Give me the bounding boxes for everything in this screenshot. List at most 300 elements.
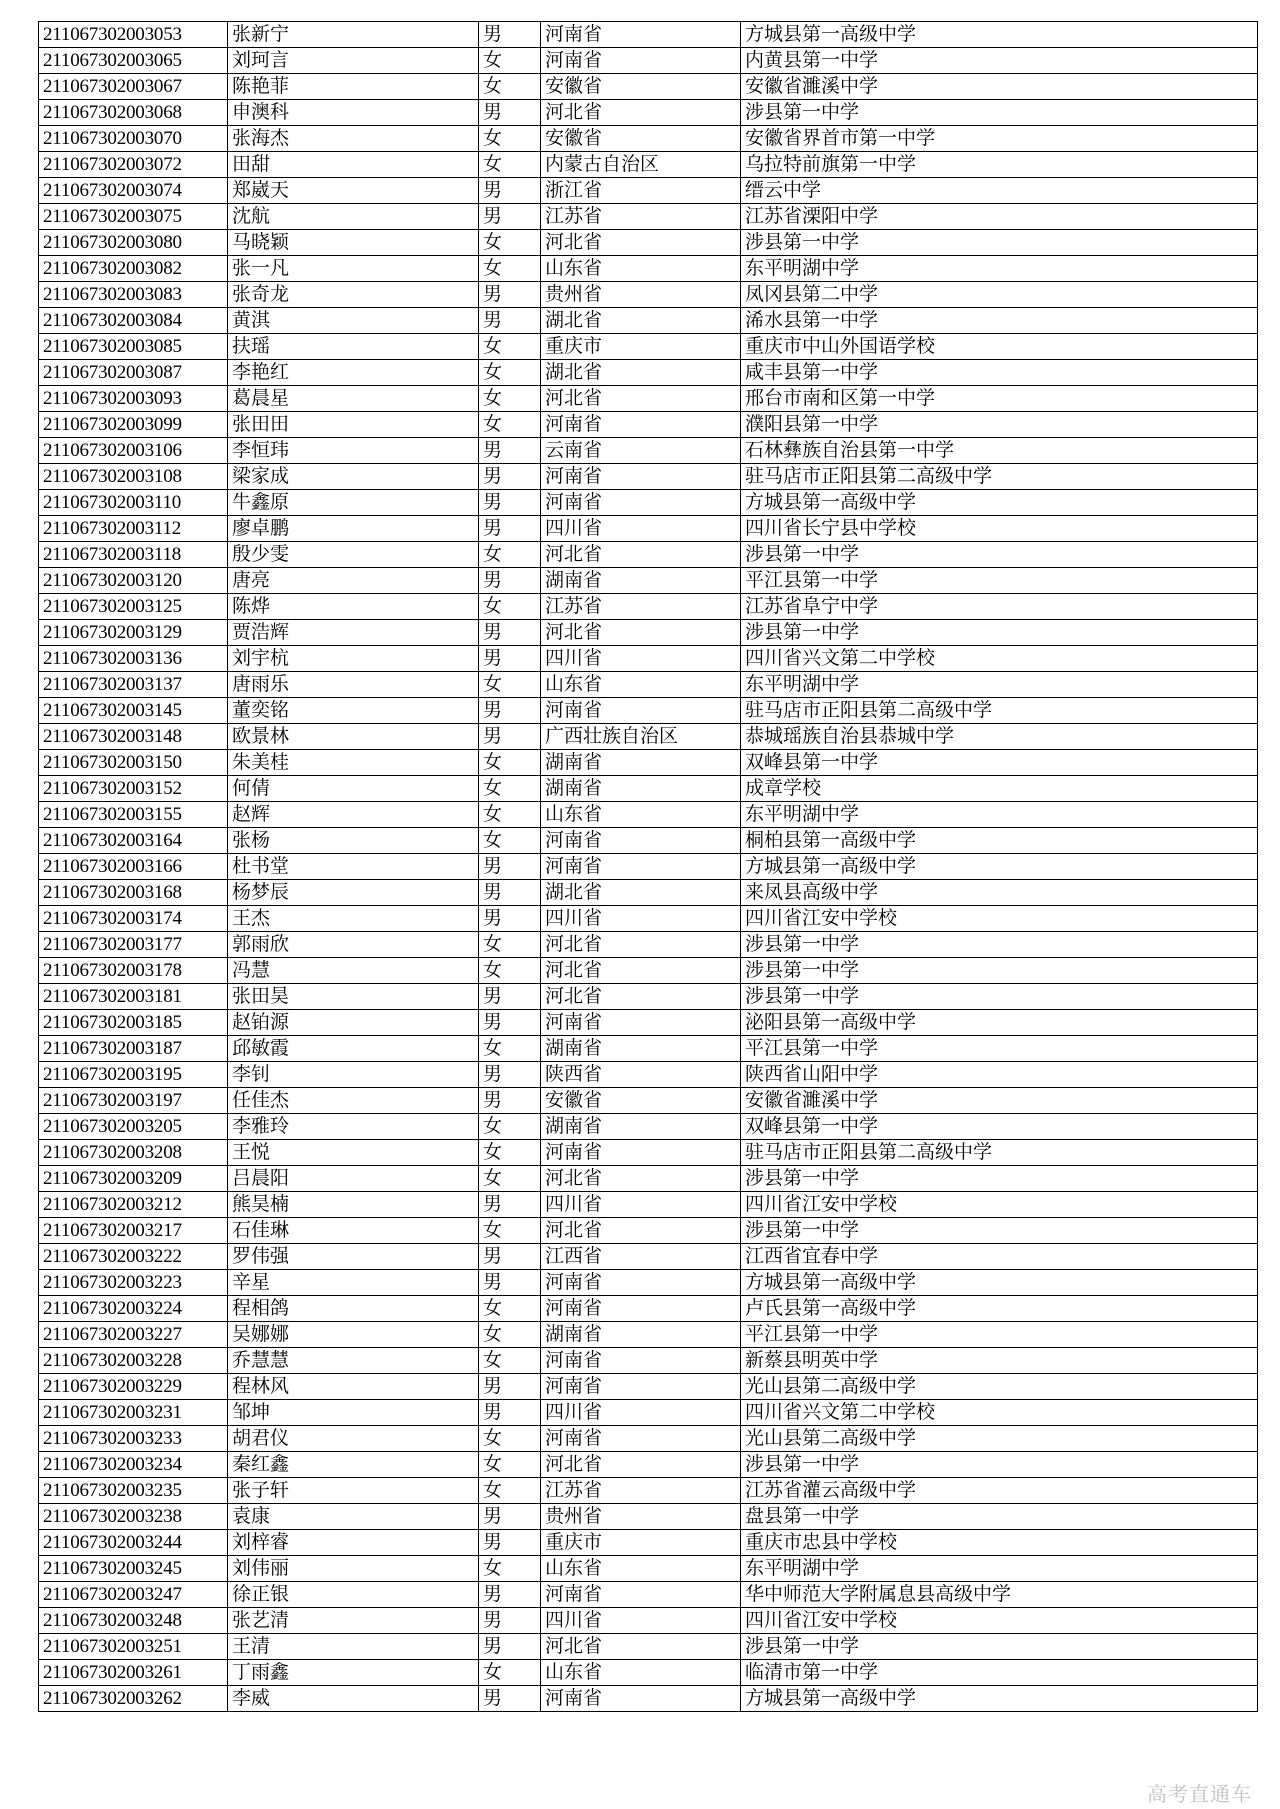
cell-school: 凤冈县第二中学 <box>741 282 1258 308</box>
cell-name: 李威 <box>228 1686 479 1712</box>
table-row <box>39 594 1258 620</box>
cell-school: 石林彝族自治县第一中学 <box>741 438 1258 464</box>
cell-id: 211067302003083 <box>39 282 228 308</box>
cell-gender: 男 <box>479 620 541 646</box>
cell-id: 211067302003072 <box>39 152 228 178</box>
table-row <box>39 516 1258 542</box>
cell-province: 河南省 <box>541 1010 741 1036</box>
cell-province: 河南省 <box>541 1374 741 1400</box>
cell-school: 乌拉特前旗第一中学 <box>741 152 1258 178</box>
cell-school: 浠水县第一中学 <box>741 308 1258 334</box>
cell-id: 211067302003120 <box>39 568 228 594</box>
cell-gender: 女 <box>479 1452 541 1478</box>
cell-id: 211067302003074 <box>39 178 228 204</box>
cell-id: 211067302003112 <box>39 516 228 542</box>
cell-gender: 男 <box>479 1634 541 1660</box>
cell-id: 211067302003245 <box>39 1556 228 1582</box>
cell-gender: 女 <box>479 932 541 958</box>
cell-province: 河南省 <box>541 1296 741 1322</box>
cell-name: 扶瑶 <box>228 334 479 360</box>
cell-province: 河南省 <box>541 828 741 854</box>
cell-school: 光山县第二高级中学 <box>741 1426 1258 1452</box>
cell-province: 河南省 <box>541 412 741 438</box>
cell-province: 河南省 <box>541 490 741 516</box>
cell-school: 东平明湖中学 <box>741 1556 1258 1582</box>
table-row <box>39 984 1258 1010</box>
cell-id: 211067302003166 <box>39 854 228 880</box>
cell-province: 河南省 <box>541 1270 741 1296</box>
cell-id: 211067302003248 <box>39 1608 228 1634</box>
table-row <box>39 22 1258 48</box>
cell-province: 河南省 <box>541 854 741 880</box>
cell-name: 王清 <box>228 1634 479 1660</box>
table-row <box>39 906 1258 932</box>
cell-province: 河南省 <box>541 1140 741 1166</box>
cell-name: 刘珂言 <box>228 48 479 74</box>
cell-name: 邱敏霞 <box>228 1036 479 1062</box>
cell-gender: 男 <box>479 1192 541 1218</box>
table-row <box>39 1296 1258 1322</box>
cell-gender: 女 <box>479 334 541 360</box>
cell-name: 邹坤 <box>228 1400 479 1426</box>
cell-id: 211067302003168 <box>39 880 228 906</box>
cell-gender: 男 <box>479 568 541 594</box>
cell-gender: 男 <box>479 490 541 516</box>
cell-id: 211067302003251 <box>39 1634 228 1660</box>
table-row <box>39 568 1258 594</box>
cell-province: 河北省 <box>541 932 741 958</box>
cell-gender: 女 <box>479 1322 541 1348</box>
cell-name: 赵铂源 <box>228 1010 479 1036</box>
cell-province: 山东省 <box>541 1660 741 1686</box>
cell-gender: 女 <box>479 412 541 438</box>
cell-school: 濮阳县第一中学 <box>741 412 1258 438</box>
cell-gender: 女 <box>479 594 541 620</box>
cell-gender: 男 <box>479 516 541 542</box>
cell-id: 211067302003229 <box>39 1374 228 1400</box>
cell-school: 方城县第一高级中学 <box>741 1270 1258 1296</box>
cell-id: 211067302003212 <box>39 1192 228 1218</box>
cell-id: 211067302003065 <box>39 48 228 74</box>
cell-name: 田甜 <box>228 152 479 178</box>
cell-province: 河北省 <box>541 230 741 256</box>
cell-school: 四川省江安中学校 <box>741 1192 1258 1218</box>
table-row <box>39 1426 1258 1452</box>
table-row <box>39 48 1258 74</box>
cell-name: 张田田 <box>228 412 479 438</box>
cell-school: 四川省长宁县中学校 <box>741 516 1258 542</box>
cell-id: 211067302003137 <box>39 672 228 698</box>
cell-school: 方城县第一高级中学 <box>741 22 1258 48</box>
cell-name: 刘伟丽 <box>228 1556 479 1582</box>
cell-province: 湖南省 <box>541 776 741 802</box>
cell-name: 贾浩辉 <box>228 620 479 646</box>
cell-name: 郑崴天 <box>228 178 479 204</box>
cell-name: 张海杰 <box>228 126 479 152</box>
table-row <box>39 1036 1258 1062</box>
cell-gender: 女 <box>479 1426 541 1452</box>
cell-id: 211067302003223 <box>39 1270 228 1296</box>
cell-province: 河北省 <box>541 958 741 984</box>
cell-name: 程相鸽 <box>228 1296 479 1322</box>
cell-province: 河南省 <box>541 48 741 74</box>
cell-gender: 女 <box>479 74 541 100</box>
cell-id: 211067302003053 <box>39 22 228 48</box>
cell-name: 欧景林 <box>228 724 479 750</box>
cell-gender: 女 <box>479 1140 541 1166</box>
cell-gender: 女 <box>479 152 541 178</box>
cell-id: 211067302003118 <box>39 542 228 568</box>
watermark: 高考直通车 <box>1147 1782 1252 1806</box>
cell-name: 吕晨阳 <box>228 1166 479 1192</box>
cell-gender: 男 <box>479 646 541 672</box>
table-row <box>39 100 1258 126</box>
cell-school: 江苏省阜宁中学 <box>741 594 1258 620</box>
cell-province: 湖北省 <box>541 880 741 906</box>
table-row <box>39 542 1258 568</box>
roster-body <box>39 22 1258 1712</box>
cell-gender: 男 <box>479 1686 541 1712</box>
cell-province: 四川省 <box>541 1608 741 1634</box>
table-row <box>39 880 1258 906</box>
cell-gender: 男 <box>479 880 541 906</box>
cell-gender: 女 <box>479 230 541 256</box>
cell-gender: 男 <box>479 1010 541 1036</box>
cell-province: 河北省 <box>541 100 741 126</box>
cell-name: 张奇龙 <box>228 282 479 308</box>
cell-gender: 男 <box>479 464 541 490</box>
cell-id: 211067302003208 <box>39 1140 228 1166</box>
table-row <box>39 256 1258 282</box>
cell-id: 211067302003217 <box>39 1218 228 1244</box>
cell-name: 马晓颖 <box>228 230 479 256</box>
cell-school: 东平明湖中学 <box>741 672 1258 698</box>
cell-school: 盘县第一中学 <box>741 1504 1258 1530</box>
cell-name: 牛鑫原 <box>228 490 479 516</box>
cell-name: 陈烨 <box>228 594 479 620</box>
cell-id: 211067302003222 <box>39 1244 228 1270</box>
cell-school: 四川省兴文第二中学校 <box>741 646 1258 672</box>
cell-id: 211067302003080 <box>39 230 228 256</box>
cell-school: 涉县第一中学 <box>741 958 1258 984</box>
cell-gender: 女 <box>479 828 541 854</box>
cell-gender: 男 <box>479 1374 541 1400</box>
cell-school: 邢台市南和区第一中学 <box>741 386 1258 412</box>
cell-id: 211067302003110 <box>39 490 228 516</box>
cell-province: 河北省 <box>541 1166 741 1192</box>
cell-gender: 女 <box>479 1166 541 1192</box>
table-row <box>39 802 1258 828</box>
cell-school: 安徽省界首市第一中学 <box>741 126 1258 152</box>
cell-name: 唐亮 <box>228 568 479 594</box>
cell-gender: 女 <box>479 360 541 386</box>
cell-province: 河南省 <box>541 1582 741 1608</box>
cell-school: 双峰县第一中学 <box>741 1114 1258 1140</box>
cell-name: 辛星 <box>228 1270 479 1296</box>
table-row <box>39 1686 1258 1712</box>
cell-name: 熊昊楠 <box>228 1192 479 1218</box>
cell-province: 陕西省 <box>541 1062 741 1088</box>
cell-province: 湖南省 <box>541 568 741 594</box>
cell-province: 江苏省 <box>541 204 741 230</box>
cell-province: 安徽省 <box>541 1088 741 1114</box>
cell-province: 江苏省 <box>541 1478 741 1504</box>
cell-name: 程林风 <box>228 1374 479 1400</box>
cell-name: 徐正银 <box>228 1582 479 1608</box>
cell-id: 211067302003205 <box>39 1114 228 1140</box>
cell-id: 211067302003152 <box>39 776 228 802</box>
cell-school: 卢氏县第一高级中学 <box>741 1296 1258 1322</box>
cell-name: 朱美桂 <box>228 750 479 776</box>
cell-id: 211067302003178 <box>39 958 228 984</box>
table-row <box>39 230 1258 256</box>
cell-province: 重庆市 <box>541 1530 741 1556</box>
cell-province: 河北省 <box>541 542 741 568</box>
cell-province: 湖北省 <box>541 308 741 334</box>
cell-id: 211067302003234 <box>39 1452 228 1478</box>
cell-school: 方城县第一高级中学 <box>741 490 1258 516</box>
cell-name: 唐雨乐 <box>228 672 479 698</box>
table-row <box>39 1192 1258 1218</box>
table-row <box>39 386 1258 412</box>
cell-school: 涉县第一中学 <box>741 1452 1258 1478</box>
cell-id: 211067302003261 <box>39 1660 228 1686</box>
cell-name: 陈艳菲 <box>228 74 479 100</box>
cell-id: 211067302003108 <box>39 464 228 490</box>
table-row <box>39 1114 1258 1140</box>
cell-school: 东平明湖中学 <box>741 802 1258 828</box>
cell-name: 王悦 <box>228 1140 479 1166</box>
cell-name: 郭雨欣 <box>228 932 479 958</box>
cell-province: 山东省 <box>541 256 741 282</box>
cell-gender: 男 <box>479 724 541 750</box>
table-row <box>39 1374 1258 1400</box>
cell-province: 四川省 <box>541 1192 741 1218</box>
cell-id: 211067302003068 <box>39 100 228 126</box>
table-row <box>39 1166 1258 1192</box>
cell-id: 211067302003195 <box>39 1062 228 1088</box>
cell-province: 河北省 <box>541 1634 741 1660</box>
table-row <box>39 282 1258 308</box>
cell-school: 东平明湖中学 <box>741 256 1258 282</box>
cell-name: 乔慧慧 <box>228 1348 479 1374</box>
cell-school: 桐柏县第一高级中学 <box>741 828 1258 854</box>
cell-school: 陕西省山阳中学 <box>741 1062 1258 1088</box>
cell-gender: 女 <box>479 1114 541 1140</box>
cell-gender: 女 <box>479 542 541 568</box>
cell-province: 河南省 <box>541 1426 741 1452</box>
cell-name: 张艺清 <box>228 1608 479 1634</box>
cell-school: 咸丰县第一中学 <box>741 360 1258 386</box>
cell-id: 211067302003181 <box>39 984 228 1010</box>
cell-province: 四川省 <box>541 1400 741 1426</box>
cell-school: 新蔡县明英中学 <box>741 1348 1258 1374</box>
cell-id: 211067302003125 <box>39 594 228 620</box>
cell-province: 河南省 <box>541 464 741 490</box>
cell-gender: 女 <box>479 1218 541 1244</box>
cell-gender: 女 <box>479 256 541 282</box>
cell-gender: 男 <box>479 1530 541 1556</box>
cell-province: 河南省 <box>541 1348 741 1374</box>
cell-school: 双峰县第一中学 <box>741 750 1258 776</box>
cell-province: 湖南省 <box>541 1036 741 1062</box>
cell-gender: 男 <box>479 204 541 230</box>
cell-id: 211067302003087 <box>39 360 228 386</box>
cell-school: 江西省宜春中学 <box>741 1244 1258 1270</box>
cell-id: 211067302003070 <box>39 126 228 152</box>
cell-school: 平江县第一中学 <box>741 1036 1258 1062</box>
table-row <box>39 724 1258 750</box>
cell-gender: 男 <box>479 854 541 880</box>
cell-name: 殷少雯 <box>228 542 479 568</box>
cell-province: 山东省 <box>541 672 741 698</box>
cell-name: 杨梦辰 <box>228 880 479 906</box>
cell-id: 211067302003084 <box>39 308 228 334</box>
table-row <box>39 672 1258 698</box>
cell-school: 临清市第一中学 <box>741 1660 1258 1686</box>
table-row <box>39 178 1258 204</box>
cell-school: 泌阳县第一高级中学 <box>741 1010 1258 1036</box>
cell-school: 涉县第一中学 <box>741 620 1258 646</box>
cell-school: 重庆市中山外国语学校 <box>741 334 1258 360</box>
cell-school: 方城县第一高级中学 <box>741 854 1258 880</box>
table-row <box>39 646 1258 672</box>
cell-province: 山东省 <box>541 802 741 828</box>
cell-gender: 男 <box>479 178 541 204</box>
cell-gender: 女 <box>479 386 541 412</box>
cell-school: 平江县第一中学 <box>741 568 1258 594</box>
cell-gender: 男 <box>479 1088 541 1114</box>
cell-name: 申澳科 <box>228 100 479 126</box>
cell-id: 211067302003177 <box>39 932 228 958</box>
cell-id: 211067302003262 <box>39 1686 228 1712</box>
cell-name: 王杰 <box>228 906 479 932</box>
table-row <box>39 1530 1258 1556</box>
table-row <box>39 308 1258 334</box>
cell-province: 四川省 <box>541 906 741 932</box>
cell-school: 重庆市忠县中学校 <box>741 1530 1258 1556</box>
cell-gender: 男 <box>479 308 541 334</box>
cell-id: 211067302003067 <box>39 74 228 100</box>
cell-name: 张一凡 <box>228 256 479 282</box>
cell-province: 安徽省 <box>541 126 741 152</box>
table-row <box>39 1504 1258 1530</box>
cell-name: 冯慧 <box>228 958 479 984</box>
cell-school: 江苏省灌云高级中学 <box>741 1478 1258 1504</box>
cell-province: 贵州省 <box>541 1504 741 1530</box>
cell-name: 廖卓鹏 <box>228 516 479 542</box>
cell-province: 江西省 <box>541 1244 741 1270</box>
cell-name: 李钊 <box>228 1062 479 1088</box>
cell-id: 211067302003155 <box>39 802 228 828</box>
cell-name: 沈航 <box>228 204 479 230</box>
cell-province: 内蒙古自治区 <box>541 152 741 178</box>
cell-gender: 男 <box>479 1608 541 1634</box>
cell-gender: 女 <box>479 958 541 984</box>
cell-name: 刘宇杭 <box>228 646 479 672</box>
cell-name: 董奕铭 <box>228 698 479 724</box>
table-row <box>39 932 1258 958</box>
table-row <box>39 1556 1258 1582</box>
table-row <box>39 1348 1258 1374</box>
cell-id: 211067302003136 <box>39 646 228 672</box>
cell-gender: 男 <box>479 698 541 724</box>
cell-gender: 男 <box>479 1062 541 1088</box>
cell-id: 211067302003106 <box>39 438 228 464</box>
cell-province: 湖南省 <box>541 750 741 776</box>
cell-province: 重庆市 <box>541 334 741 360</box>
table-row <box>39 126 1258 152</box>
table-row <box>39 74 1258 100</box>
cell-id: 211067302003244 <box>39 1530 228 1556</box>
table-row <box>39 464 1258 490</box>
cell-name: 李恒玮 <box>228 438 479 464</box>
cell-school: 安徽省濉溪中学 <box>741 1088 1258 1114</box>
cell-id: 211067302003187 <box>39 1036 228 1062</box>
cell-gender: 女 <box>479 1478 541 1504</box>
table-row <box>39 204 1258 230</box>
cell-province: 浙江省 <box>541 178 741 204</box>
cell-id: 211067302003209 <box>39 1166 228 1192</box>
cell-school: 驻马店市正阳县第二高级中学 <box>741 1140 1258 1166</box>
cell-name: 张田昊 <box>228 984 479 1010</box>
cell-id: 211067302003224 <box>39 1296 228 1322</box>
cell-id: 211067302003150 <box>39 750 228 776</box>
table-row <box>39 1660 1258 1686</box>
cell-province: 云南省 <box>541 438 741 464</box>
table-row <box>39 490 1258 516</box>
table-row <box>39 1452 1258 1478</box>
cell-school: 涉县第一中学 <box>741 932 1258 958</box>
cell-id: 211067302003085 <box>39 334 228 360</box>
table-row <box>39 1322 1258 1348</box>
cell-id: 211067302003075 <box>39 204 228 230</box>
cell-gender: 女 <box>479 802 541 828</box>
cell-school: 涉县第一中学 <box>741 1166 1258 1192</box>
cell-province: 广西壮族自治区 <box>541 724 741 750</box>
table-row <box>39 1634 1258 1660</box>
cell-gender: 女 <box>479 1348 541 1374</box>
table-row <box>39 360 1258 386</box>
cell-school: 涉县第一中学 <box>741 230 1258 256</box>
cell-id: 211067302003174 <box>39 906 228 932</box>
cell-school: 驻马店市正阳县第二高级中学 <box>741 464 1258 490</box>
cell-school: 涉县第一中学 <box>741 984 1258 1010</box>
cell-gender: 女 <box>479 750 541 776</box>
cell-id: 211067302003231 <box>39 1400 228 1426</box>
cell-province: 河北省 <box>541 1452 741 1478</box>
cell-gender: 男 <box>479 1582 541 1608</box>
cell-school: 四川省江安中学校 <box>741 1608 1258 1634</box>
cell-name: 杜书堂 <box>228 854 479 880</box>
cell-name: 赵辉 <box>228 802 479 828</box>
cell-name: 张新宁 <box>228 22 479 48</box>
cell-gender: 女 <box>479 1036 541 1062</box>
cell-gender: 男 <box>479 1244 541 1270</box>
cell-school: 安徽省濉溪中学 <box>741 74 1258 100</box>
cell-gender: 男 <box>479 984 541 1010</box>
cell-province: 河北省 <box>541 984 741 1010</box>
table-row <box>39 776 1258 802</box>
cell-province: 河北省 <box>541 386 741 412</box>
cell-province: 四川省 <box>541 646 741 672</box>
cell-province: 河北省 <box>541 1218 741 1244</box>
cell-school: 缙云中学 <box>741 178 1258 204</box>
table-row <box>39 152 1258 178</box>
table-row <box>39 334 1258 360</box>
cell-id: 211067302003197 <box>39 1088 228 1114</box>
cell-province: 河南省 <box>541 22 741 48</box>
